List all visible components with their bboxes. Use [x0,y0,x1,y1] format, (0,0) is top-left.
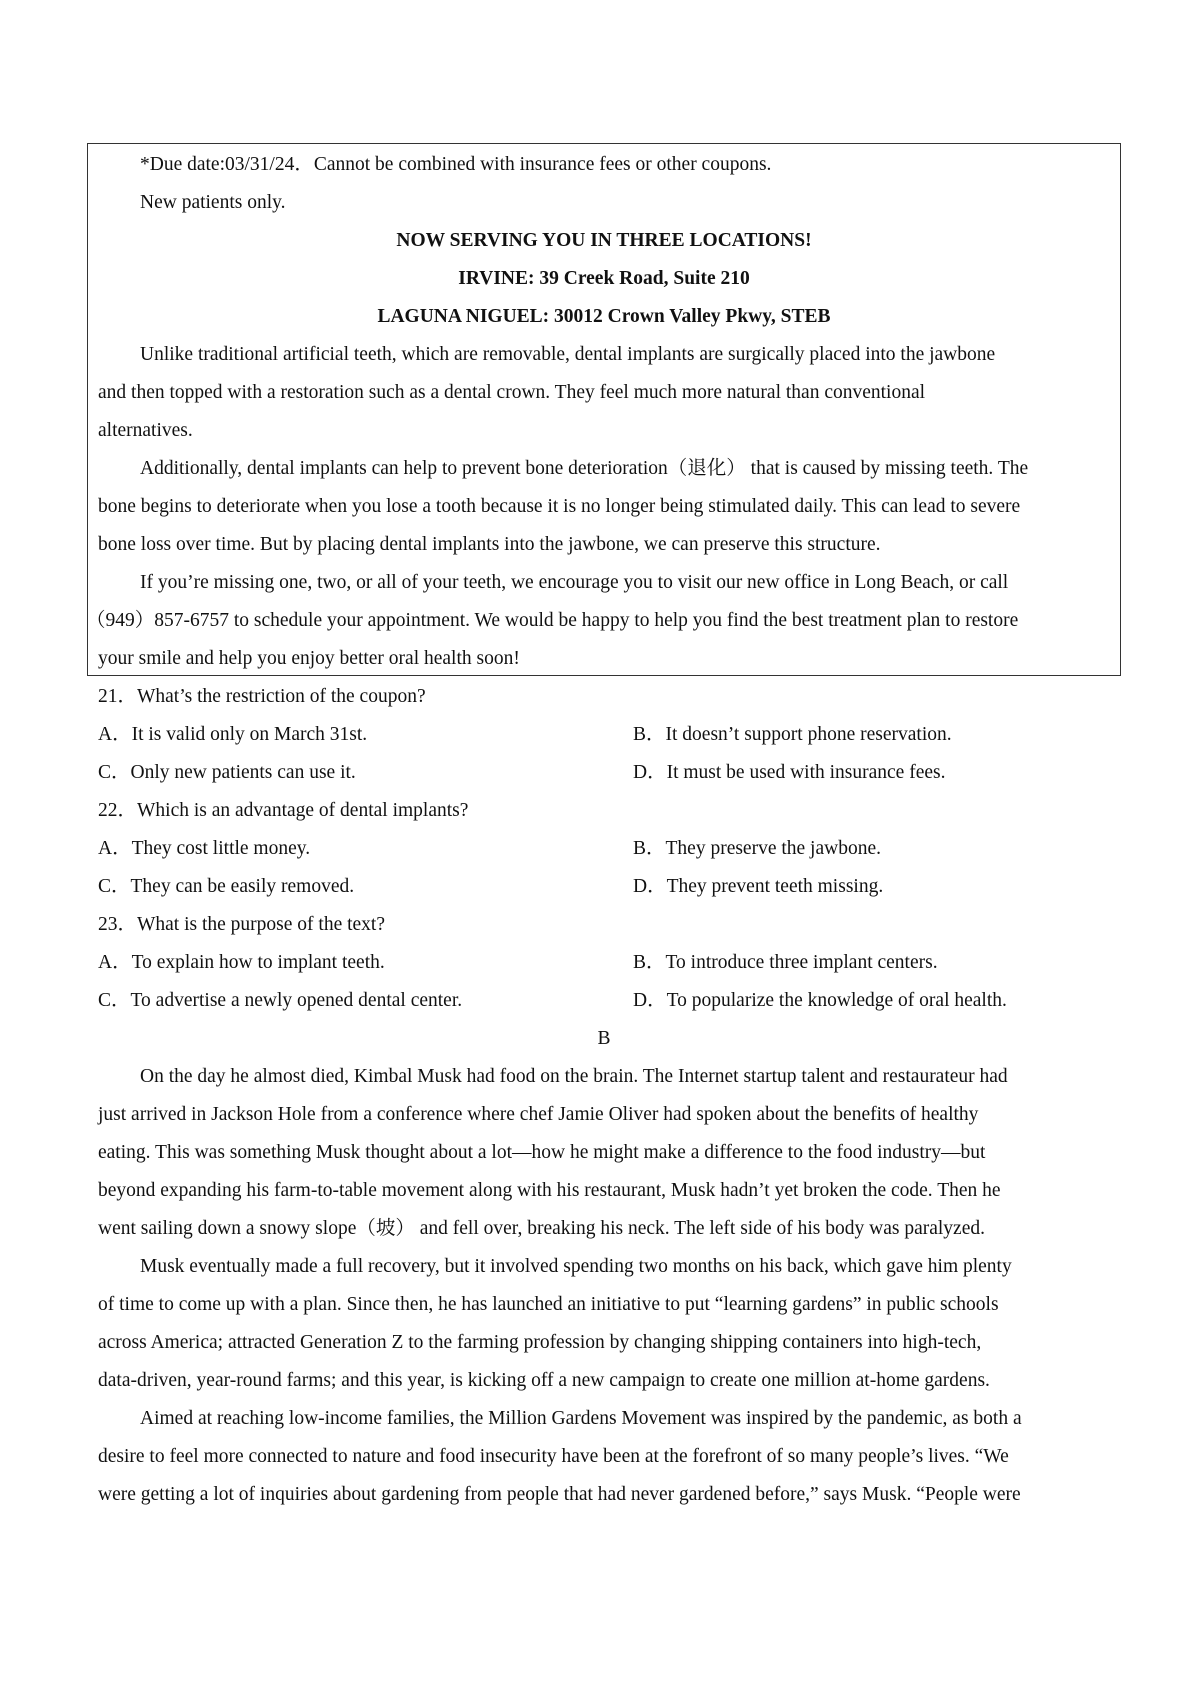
new-patients-line: New patients only. [140,192,286,213]
laguna-address: LAGUNA NIGUEL: 30012 Crown Valley Pkwy, STEB [377,306,831,327]
option-a: A．They cost little money. [98,838,311,859]
section-heading: B [597,1028,611,1049]
option-c: C．Only new patients can use it. [98,762,356,783]
passage-line: beyond expanding his farm-to-table movement along with his restaurant, Musk hadn’t yet broken the code. Then he [98,1180,1001,1201]
passage-line: Musk eventually made a full recovery, but it involved spending two months on his back, which gave him plenty [140,1256,1012,1277]
option-a: A．To explain how to implant teeth. [98,952,385,973]
ad-paragraph-line: （949）857-6757 to schedule your appointment. We would be happy to help you find the best treatment plan to restore [86,610,1019,631]
question-stem: 21．What’s the restriction of the coupon? [98,686,426,707]
option-b: B．To introduce three implant centers. [633,952,938,973]
passage-line: went sailing down a snowy slope（坡） and fell over, breaking his neck. The left side of his body was paralyzed. [98,1218,985,1239]
passage-line: just arrived in Jackson Hole from a conference where chef Jamie Oliver had spoken about the benefits of healthy [98,1104,979,1125]
question-stem: 23．What is the purpose of the text? [98,914,386,935]
option-a: A．It is valid only on March 31st. [98,724,368,745]
ad-paragraph-line: bone loss over time. But by placing dental implants into the jawbone, we can preserve this structure. [98,534,881,555]
option-d: D．It must be used with insurance fees. [633,762,946,783]
irvine-address: IRVINE: 39 Creek Road, Suite 210 [458,268,750,289]
passage-line: of time to come up with a plan. Since then, he has launched an initiative to put “learning gardens” in public schools [98,1294,999,1315]
passage-line: eating. This was something Musk thought about a lot—how he might make a difference to the food industry—but [98,1142,986,1163]
ad-paragraph-line: alternatives. [98,420,193,441]
ad-paragraph-line: Unlike traditional artificial teeth, which are removable, dental implants are surgically placed into the jawbone [140,344,996,365]
passage-line: were getting a lot of inquiries about gardening from people that had never gardened before,” says Musk. “People were [98,1484,1021,1505]
option-c: C．They can be easily removed. [98,876,355,897]
ad-paragraph-line: and then topped with a restoration such as a dental crown. They feel much more natural than conventional [98,382,926,403]
passage-line: Aimed at reaching low-income families, the Million Gardens Movement was inspired by the pandemic, as both a [140,1408,1022,1429]
passage-line: data-driven, year-round farms; and this year, is kicking off a new campaign to create one million at-home gardens. [98,1370,990,1391]
ad-paragraph-line: bone begins to deteriorate when you lose a tooth because it is no longer being stimulated daily. This can lead to severe [98,496,1021,517]
coupon-due-line: *Due date:03/31/24．Cannot be combined with insurance fees or other coupons. [140,154,772,175]
option-c: C．To advertise a newly opened dental center. [98,990,463,1011]
ad-paragraph-line: If you’re missing one, two, or all of your teeth, we encourage you to visit our new office in Long Beach, or call [140,572,1009,593]
passage-line: desire to feel more connected to nature and food insecurity have been at the forefront of so many people’s lives. “We [98,1446,1009,1467]
option-d: D．They prevent teeth missing. [633,876,884,897]
option-b: B．It doesn’t support phone reservation. [633,724,952,745]
locations-heading: NOW SERVING YOU IN THREE LOCATIONS! [396,230,812,251]
passage-line: across America; attracted Generation Z to the farming profession by changing shipping containers into high-tech, [98,1332,982,1353]
option-b: B．They preserve the jawbone. [633,838,881,859]
question-stem: 22．Which is an advantage of dental implants? [98,800,469,821]
ad-paragraph-line: Additionally, dental implants can help to prevent bone deterioration（退化） that is caused by missing teeth. The [140,458,1029,479]
passage-line: On the day he almost died, Kimbal Musk had food on the brain. The Internet startup talent and restaurateur had [140,1066,1008,1087]
option-d: D．To popularize the knowledge of oral health. [633,990,1007,1011]
ad-paragraph-line: your smile and help you enjoy better oral health soon! [98,648,520,669]
